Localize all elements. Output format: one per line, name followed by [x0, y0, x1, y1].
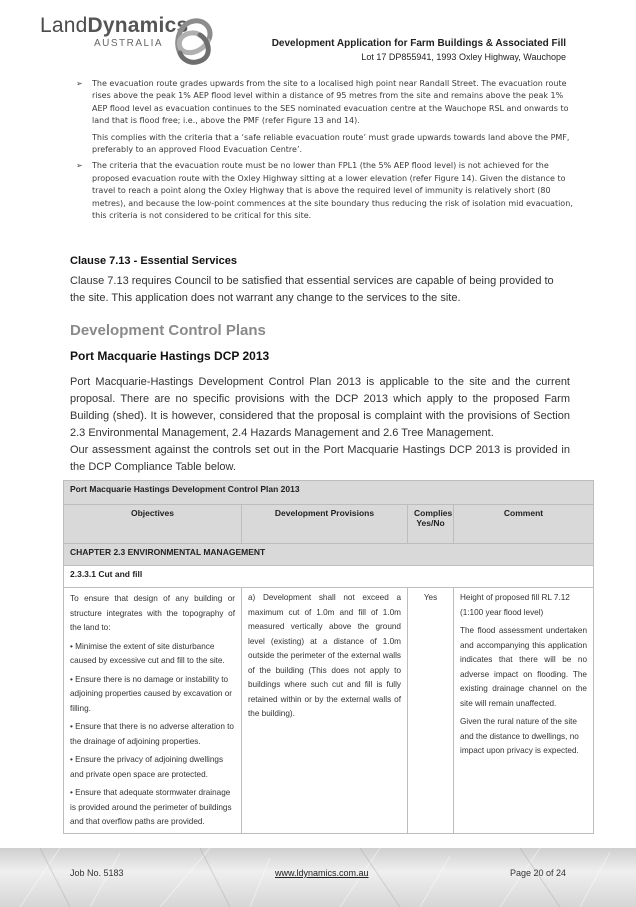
objective-item: • Ensure that adequate stormwater drainage is provided around the perimeter of buildings and that overflow paths are provided. — [70, 788, 232, 826]
objective-item: • Ensure that there is no adverse alteration to the drainage of adjoining properties. — [70, 722, 234, 746]
page-header — [0, 0, 636, 75]
objectives-cell — [64, 588, 242, 834]
arrow-bullet-icon: ➢ — [76, 79, 83, 88]
bullet-text: The evacuation route grades upwards from the site to a localised high point near Randall Street. The evacuation route rises above the peak 1% AEP flood level within a distance of 95 metres from the site and remains above the peak 1% AEP flood level as evacuation continues to the SES nominated evacuation centre at the Wauchope RSL and onwards to land that is flood free; i.e., above the PMF (refer Figure 13 and 14). — [92, 79, 569, 126]
clause-heading: Clause 7.13 - Essential Services — [70, 255, 237, 267]
dcp-compliance-table — [63, 480, 594, 834]
dcp-paragraph: Our assessment against the controls set out in the Port Macquarie Hastings DCP 2013 is provided in the DCP Compliance Table below. — [70, 444, 570, 473]
comment-text: Height of proposed fill RL 7.12 (1:100 year flood level) — [460, 593, 570, 617]
table-title-row — [64, 481, 594, 505]
objective-item: • Ensure there is no damage or instability to adjoining properties caused by excavation or filling. — [70, 674, 233, 713]
document-title: Development Application for Farm Buildings & Associated Fill — [271, 38, 566, 49]
section-row — [64, 566, 594, 588]
bullet-text: The criteria that the evacuation route must be no lower than FPL1 (the 5% AEP flood level) is not achieved for the proposed evacuation route with the Oxley Highway sitting at a lower elevation (refer Figure 14). Given the distance to travel to reach a point along the Oxley Highway that is above the required level of immunity is relatively short (80 metres), and because the low-point commences at the site boundary thus reducing the risk of isolation mid evacuation, this criteria is not considered to be critical for this site. — [92, 161, 573, 221]
logo-subtitle: AUSTRALIA — [94, 38, 164, 49]
bullet-item — [76, 78, 576, 156]
document-subtitle: Lot 17 DP855941, 1993 Oxley Highway, Wauchope — [361, 52, 566, 62]
table-row — [64, 588, 594, 834]
column-header: Comment — [454, 505, 594, 544]
chapter-row — [64, 544, 594, 566]
table-header-row — [64, 505, 594, 544]
chapter-heading: CHAPTER 2.3 ENVIRONMENTAL MANAGEMENT — [64, 544, 594, 566]
column-header: Objectives — [64, 505, 242, 544]
column-header: Complies Yes/No — [408, 505, 454, 544]
comment-cell — [454, 588, 594, 834]
logo-wordmark: LandDynamics — [40, 14, 189, 37]
footer-job-number: Job No. 5183 — [70, 868, 124, 878]
column-header: Development Provisions — [242, 505, 408, 544]
section-heading-cell: 2.3.3.1 Cut and fill — [64, 566, 594, 588]
arrow-bullet-icon: ➢ — [76, 161, 83, 171]
bullet-item — [76, 160, 576, 222]
objective-item: • Ensure the privacy of adjoining dwellings and private open space are protected. — [70, 755, 224, 779]
dcp-paragraph: Port Macquarie-Hastings Development Control Plan 2013 is applicable to the site and the current proposal. There are no specific provisions with the DCP 2013 which apply to the proposed Farm Building (shed). It is however, considered that the proposal is complaint with the provisions of Section 2.3 Environmental Management, 2.4 Hazards Management and 2.6 Tree Management. — [70, 376, 570, 439]
clause-text: Clause 7.13 requires Council to be satisfied that essential services are capable of being provided to the site. This application does not warrant any change to the services to the site. — [70, 275, 554, 304]
section-heading: Development Control Plans — [70, 322, 266, 339]
evacuation-bullets — [76, 78, 576, 226]
provision-cell: a) Development shall not exceed a maximum cut of 1.0m and fill of 1.0m measured vertically above the ground level (existing) at a distance of 1.0m outside the perimeter of the external walls of the building (This does not apply to buildings where such cut and fill is fully retained within or by the external walls of the building). — [242, 588, 408, 834]
comment-text: The flood assessment undertaken and accompanying this application indicates that there will be no adverse impact on flooding. The existing drainage channel on the site will remain unaffected. — [460, 626, 587, 708]
company-logo — [40, 14, 189, 49]
footer-website-link[interactable]: www.ldynamics.com.au — [275, 868, 369, 878]
bullet-note: This complies with the criteria that a ‘safe reliable evacuation route’ must grade upwards towards land above the PMF, preferably to an approved Flood Evacuation Centre’. — [92, 132, 570, 155]
subsection-heading: Port Macquarie Hastings DCP 2013 — [70, 349, 270, 363]
footer-page-number: Page 20 of 24 — [509, 868, 566, 878]
objective-item: • Minimise the extent of site disturbance caused by excessive cut and fill to the site. — [70, 641, 225, 665]
table-title: Port Macquarie Hastings Development Control Plan 2013 — [64, 481, 594, 505]
logo-knot-icon — [170, 13, 220, 67]
complies-cell: Yes — [408, 588, 454, 834]
objective-intro: To ensure that design of any building or structure integrates with the topography of the land to: — [70, 594, 235, 632]
comment-text: Given the rural nature of the site and the distance to dwellings, no impact upon privacy is expected. — [460, 717, 579, 755]
